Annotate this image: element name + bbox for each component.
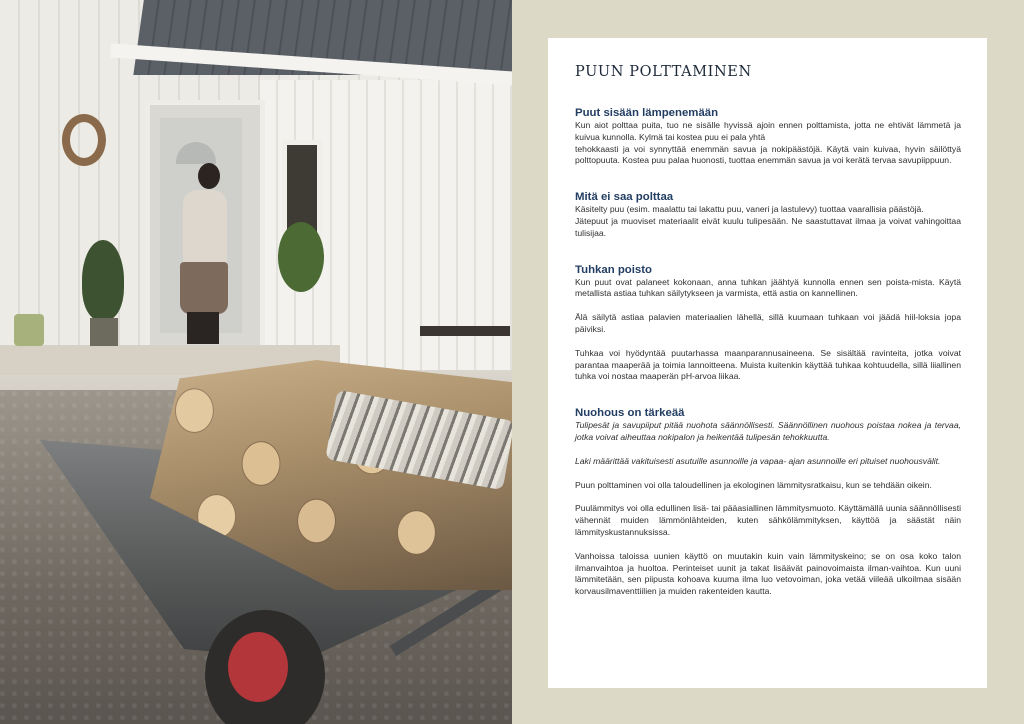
person-head [198, 163, 220, 189]
section-paragraph: Käsitelty puu (esim. maalattu tai lakattu puu, vaneri ja lastulevy) tuottaa vaarallisia päästöjä. [575, 204, 924, 215]
section-heading: Mitä ei saa polttaa [575, 191, 674, 204]
page-title: PUUN POLTTAMINEN [575, 64, 752, 80]
section-paragraph: Tulipesät ja savupiiput pitää nuohota säännöllisesti. Säännöllinen nuohous poistaa nokea ja tervaa, jotka voivat aiheuttaa nokipalon ja heikentää tulipesän tehokkuutta. [575, 420, 961, 442]
section-paragraph: Puun polttaminen voi olla taloudellinen ja ekologinen lämmitysratkaisu, kun se tehdään oikein. [575, 479, 932, 490]
section-heading: Nuohous on tärkeää [575, 407, 685, 420]
section-paragraph: Puulämmitys voi olla edullinen lisä- tai pääasiallinen lämmitysmuoto. Käyttämällä uunia säännöllisesti vähennät muiden lämmönlähteiden, kuten sähkölämmityksen, käyttöä ja säästät näin lämmityskustannuksissa. [575, 503, 961, 537]
potted-shrub [82, 240, 124, 320]
section-paragraph: Älä säilytä astiaa palavien materiaalien lähellä, sillä kuumaan tuhkaan voi jäädä hiil-loksia jopa päiviksi. [575, 312, 961, 334]
garden-table [420, 326, 510, 336]
section-chimney-sweeping [575, 407, 961, 598]
section-forbidden [575, 191, 961, 239]
section-paragraph: Kun aiot polttaa puita, tuo ne sisälle hyvissä ajoin ennen polttamista, jotta ne ehtivät lämmetä ja kuivua kunnolla. Kylmä tai kostea puu ei pala yhtä [575, 120, 961, 142]
watering-can [14, 314, 44, 346]
person-body [183, 190, 227, 270]
section-paragraph: Vanhoissa taloissa uunien käyttö on muutakin kuin vain lämmityskeino; se on osa koko talon ilmanvaihtoa ja huoltoa. Perinteiset uunit ja takat lisäävät painovoimaista ilman-vaihtoa. Kun uuni lämmitetään, sen piipusta kohoava kuuma ilma luo vetovoiman, joka vetää viileää ulkoilmaa sisään korvausilmaventtiilien ja muiden rakenteiden kautta. [575, 550, 961, 597]
door-wreath [62, 114, 106, 166]
potted-tree [278, 222, 324, 292]
section-heading: Tuhkan poisto [575, 263, 652, 276]
person-skirt [180, 262, 228, 314]
section-paragraph: Tuhkaa voi hyödyntää puutarhassa maanparannusaineena. Se sisältää ravinteita, jotka voivat parantaa maaperää ja toimia lannoitteena. Muista kuitenkin käyttää tuhkaa kohtuudella, sillä liiallinen tuhka voi nostaa maaperän pH-arvoa liikaa. [575, 347, 961, 382]
section-paragraph: tehokkaasti ja voi synnyttää enemmän savua ja nokipäästöjä. Käytä vain kuivaa, hyvin säilöttyä polttopuuta. Kostea puu palaa huonosti, tuottaa enemmän savua ja voi kerätä tervaa savupiippuun. [575, 143, 961, 166]
section-paragraph: Jätepuut ja muoviset materiaalit eivät kuulu tulipesään. Ne saastuttavat ilmaa ja voivat vahingoittaa tulisijaa. [575, 215, 961, 238]
info-card [548, 38, 987, 688]
wheel-hub [228, 632, 288, 702]
person-legs [187, 312, 219, 344]
section-paragraph: Kun puut ovat palaneet kokonaan, anna tuhkan jäähtyä kunnolla ennen sen poista-mista. Käytä metallista astiaa tuhkan säilytykseen ja varmista, että astia on kannellinen. [575, 276, 961, 299]
plant-pot [90, 318, 118, 346]
section-paragraph: Laki määrittää vakituisesti asutuille asunnoille ja vapaa- ajan asunnoille eri pituiset nuohousvälit. [575, 455, 941, 466]
section-ash-removal [575, 264, 961, 384]
section-warm-up [575, 107, 961, 167]
section-heading: Puut sisään lämpenemään [575, 107, 719, 119]
